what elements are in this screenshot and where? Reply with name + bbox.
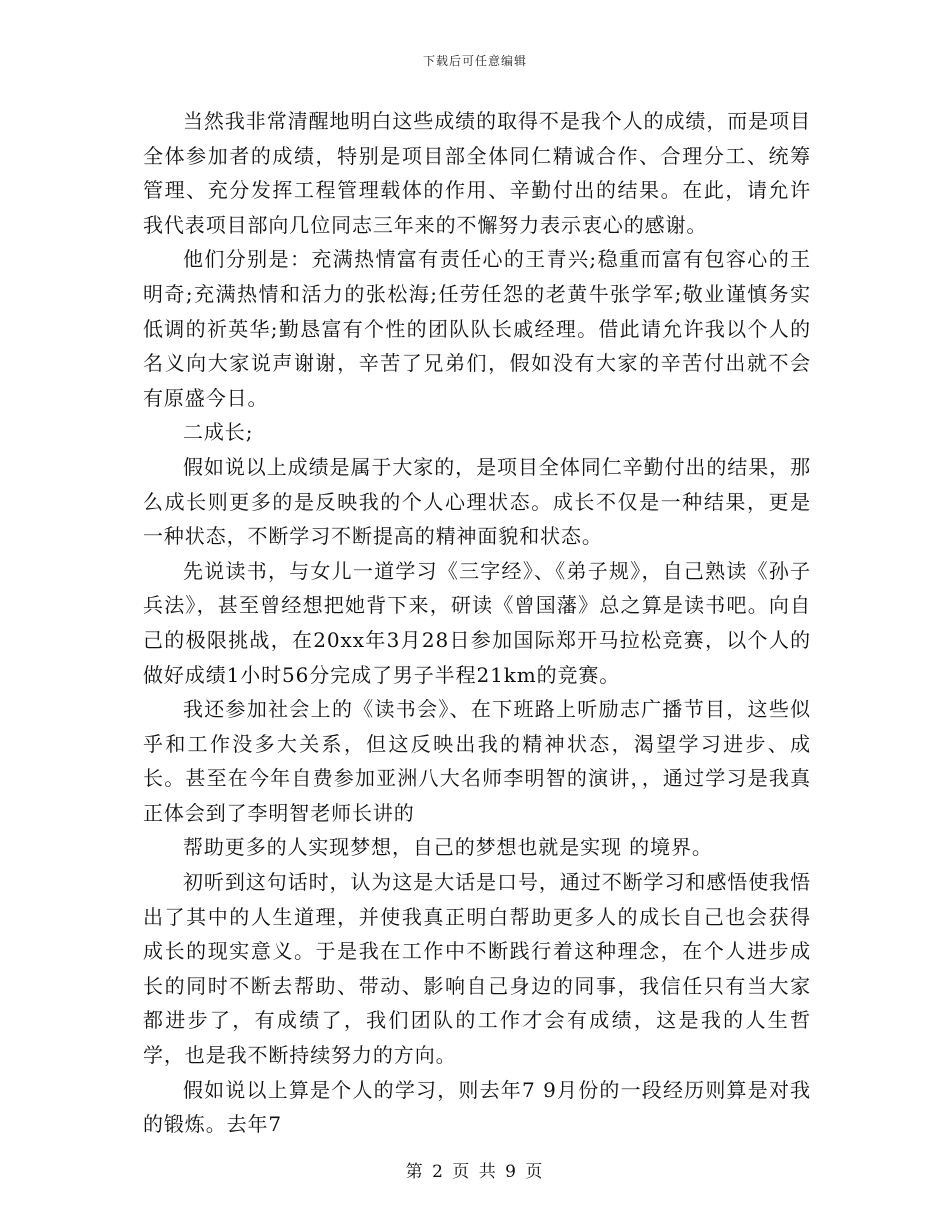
paragraph-growth-intro: 假如说以上成绩是属于大家的，是项目全体同仁辛勤付出的结果，那么成长则更多的是反映我的个人心理状态。成长不仅是一种结果，更是一种状态，不断学习不断提高的精神面貌和状态。 xyxy=(143,454,811,549)
paragraph-reflection: 初听到这句话时，认为这是大话是口号，通过不断学习和感悟使我悟出了其中的人生道理，并使我真正明白帮助更多人的成长自己也会获得成长的现实意义。于是我在工作中不断践行着这种理念，在个人进步成长的同时不断去帮助、带动、影响自己身边的同事，我信任只有当大家都进步了，有成绩了，我们团队的工作才会有成绩，这是我的人生哲学，也是我不断持续努力的方向。 xyxy=(143,870,811,1068)
page-number: 第 2 页 共 9 页 xyxy=(405,1162,545,1182)
section-heading-growth: 二成长; xyxy=(183,420,254,445)
paragraph-experience: 假如说以上算是个人的学习，则去年7 9月份的一段经历则算是对我的锻炼。去年7 xyxy=(143,1077,811,1137)
page-header-note: 下载后可任意编辑 xyxy=(422,54,527,68)
paragraph-reading: 先说读书，与女儿一道学习《三字经》、《弟子规》，自己熟读《孙子兵法》，甚至曾经想把她背下来，研读《曾国藩》总之算是读书吧。向自己的极限挑战，在20xx年3月28日参加国际郑开马拉松竞赛，以个人的做好成绩1小时56分完成了男子半程21km的竞赛。 xyxy=(143,558,811,687)
paragraph-thanks: 当然我非常清醒地明白这些成绩的取得不是我个人的成绩，而是项目全体参加者的成绩，特别是项目部全体同仁精诚合作、合理分工、统筹管理、充分发挥工程管理载体的作用、辛勤付出的结果。在此，请允许我代表项目部向几位同志三年来的不懈努力表示衷心的感谢。 xyxy=(143,109,811,237)
document-body xyxy=(143,104,811,1142)
paragraph-colleagues: 他们分别是：充满热情富有责任心的王青兴;稳重而富有包容心的王明奇;充满热情和活力的张松海;任劳任怨的老黄牛张学军;敬业谨慎务实低调的祈英华;勤恳富有个性的团队队长戚经理。借此请允许我以个人的名义向大家说声谢谢，辛苦了兄弟们，假如没有大家的辛苦付出就不会有原盛今日。 xyxy=(143,247,811,410)
paragraph-quote: 帮助更多的人实现梦想，自己的梦想也就是实现 的境界。 xyxy=(183,835,713,860)
paragraph-reading-club: 我还参加社会上的《读书会》、在下班路上听励志广播节目，这些似乎和工作没多大关系，但这反映出我的精神状态，渴望学习进步、成长。甚至在今年自费参加亚洲八大名师李明智的演讲，，通过学习是我真正体会到了李明智老师长讲的 xyxy=(143,697,811,825)
